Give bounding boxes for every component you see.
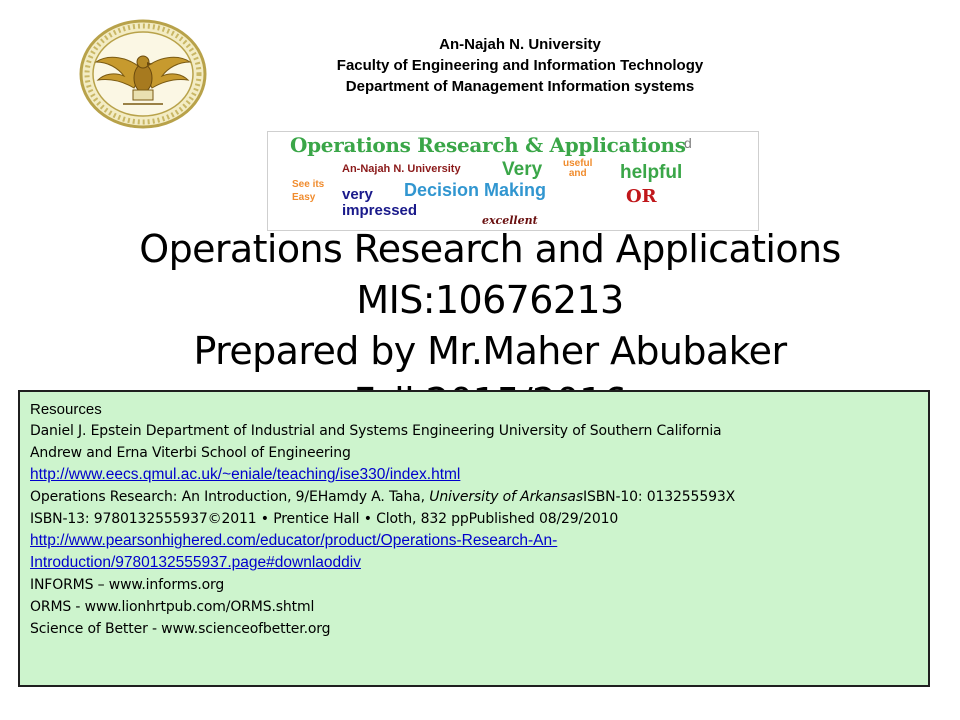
taha-book-title: Operations Research: An Introduction, 9/EHamdy A. Taha, bbox=[30, 489, 430, 505]
university-name: An-Najah N. University bbox=[439, 36, 601, 53]
pearson-link-line-2[interactable]: Introduction/9780132555937.page#downlaoddiv bbox=[30, 554, 361, 571]
banner-very-small: very bbox=[342, 186, 373, 203]
banner-excellent: excellent bbox=[482, 214, 538, 227]
banner-university: An-Najah N. University bbox=[342, 163, 461, 175]
banner-useful-and bbox=[563, 159, 592, 179]
taha-university: University of Arkansas bbox=[429, 489, 583, 505]
course-title: Operations Research and Applications bbox=[139, 227, 841, 271]
banner-helpful: helpful bbox=[620, 162, 683, 183]
institution-header bbox=[250, 34, 790, 97]
taha-isbn10: ISBN-10: 013255593X bbox=[583, 489, 736, 505]
banner-decision-making: Decision Making bbox=[404, 180, 547, 200]
science-of-better-line: Science of Better - www.scienceofbetter.org bbox=[30, 621, 331, 637]
orms-line: ORMS - www.lionhrtpub.com/ORMS.shtml bbox=[30, 599, 315, 615]
resources-box bbox=[18, 390, 930, 687]
taha-book-line bbox=[30, 486, 918, 508]
epstein-line-1: Daniel J. Epstein Department of Industrial and Systems Engineering University of Southern California bbox=[30, 423, 722, 439]
faculty-name: Faculty of Engineering and Information Technology bbox=[336, 57, 704, 74]
banner-useful: useful bbox=[563, 158, 593, 169]
instructor-line: Prepared by Mr.Maher Abubaker bbox=[193, 329, 787, 373]
epstein-line-2: Andrew and Erna Viterbi School of Engineering bbox=[30, 445, 351, 461]
taha-isbn13-line: ISBN-13: 9780132555937©2011 • Prentice Hall • Cloth, 832 ppPublished 08/29/2010 bbox=[30, 511, 619, 527]
banner-or: OR bbox=[626, 186, 657, 207]
eecs-link-text[interactable]: http://www.eecs.qmul.ac.uk/~eniale/teaching/ise330/index.html bbox=[30, 466, 461, 483]
banner-ghost-word: d bbox=[684, 135, 692, 151]
course-code: MIS:10676213 bbox=[356, 278, 624, 322]
banner-see-its: See its bbox=[292, 179, 325, 190]
pearson-link-line-1[interactable]: http://www.pearsonhighered.com/educator/product/Operations-Research-An- bbox=[30, 532, 558, 549]
banner-and: and bbox=[568, 168, 587, 179]
eecs-link[interactable] bbox=[30, 464, 918, 486]
word-cloud-banner bbox=[267, 131, 759, 231]
informs-line: INFORMS – www.informs.org bbox=[30, 577, 225, 593]
banner-impressed: impressed bbox=[342, 202, 418, 219]
banner-very: Very bbox=[502, 159, 543, 180]
banner-easy: Easy bbox=[292, 192, 316, 203]
pearson-link[interactable] bbox=[30, 530, 918, 574]
banner-see-its-easy bbox=[292, 178, 324, 204]
resources-heading: Resources bbox=[30, 401, 102, 418]
department-name: Department of Management Information systems bbox=[345, 78, 695, 95]
university-seal-icon bbox=[78, 18, 208, 130]
banner-title: Operations Research & Applications bbox=[290, 133, 686, 157]
